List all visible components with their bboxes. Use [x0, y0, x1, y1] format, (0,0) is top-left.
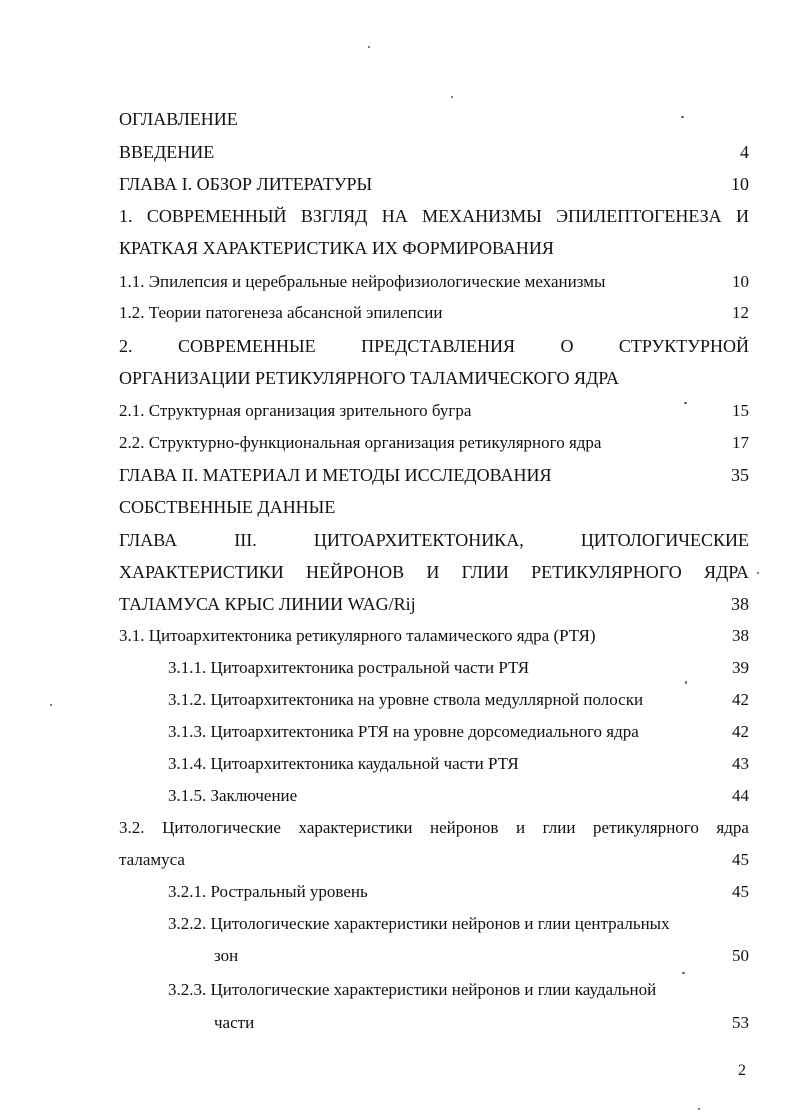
page-number: 2 — [738, 1062, 746, 1079]
toc-entry: зон 50 — [214, 946, 749, 965]
toc-entry: ВВЕДЕНИЕ 4 — [119, 142, 749, 162]
toc-entry: 3.1.1. Цитоархитектоника ростральной части РТЯ 39 — [168, 658, 749, 677]
scan-speck — [685, 681, 687, 684]
toc-title: ОГЛАВЛЕНИЕ — [119, 109, 238, 129]
toc-entry: 2.1. Структурная организация зрительного бугра 15 — [119, 401, 749, 420]
toc-entry: 3.2.1. Ростральный уровень 45 — [168, 882, 749, 901]
scan-speck — [684, 402, 687, 404]
toc-entry: СОБСТВЕННЫЕ ДАННЫЕ — [119, 497, 336, 517]
toc-entry-justified: 1. СОВРЕМЕННЫЙ ВЗГЛЯД НА МЕХАНИЗМЫ ЭПИЛЕПТОГЕНЕЗА И — [119, 206, 749, 226]
toc-entry: ГЛАВА I. ОБЗОР ЛИТЕРАТУРЫ 10 — [119, 174, 749, 194]
toc-entry-justified: 3.2. Цитологические характеристики нейронов и глии ретикулярного ядра — [119, 818, 749, 837]
toc-entry: 1.1. Эпилепсия и церебральные нейрофизиологические механизмы 10 — [119, 272, 749, 291]
toc-entry: КРАТКАЯ ХАРАКТЕРИСТИКА ИХ ФОРМИРОВАНИЯ — [119, 238, 554, 258]
toc-entry: 3.1.4. Цитоархитектоника каудальной части РТЯ 43 — [168, 754, 749, 773]
toc-entry: таламуса 45 — [119, 850, 749, 869]
toc-entry: 2.2. Структурно-функциональная организация ретикулярного ядра 17 — [119, 433, 749, 452]
scan-speck — [698, 1108, 700, 1110]
toc-entry: ГЛАВА II. МАТЕРИАЛ И МЕТОДЫ ИССЛЕДОВАНИЯ 35 — [119, 465, 749, 485]
toc-entry: ОРГАНИЗАЦИИ РЕТИКУЛЯРНОГО ТАЛАМИЧЕСКОГО ЯДРА — [119, 368, 620, 388]
scan-speck — [368, 46, 370, 48]
toc-entry-justified: 2. СОВРЕМЕННЫЕ ПРЕДСТАВЛЕНИЯ О СТРУКТУРНОЙ — [119, 336, 749, 356]
toc-entry-justified: ГЛАВА III. ЦИТОАРХИТЕКТОНИКА, ЦИТОЛОГИЧЕСКИЕ — [119, 530, 749, 550]
scan-speck — [451, 96, 453, 98]
toc-entry: ТАЛАМУСА КРЫС ЛИНИИ WAG/Rij 38 — [119, 594, 749, 614]
toc-entry: части 53 — [214, 1013, 749, 1032]
toc-entry-justified: ХАРАКТЕРИСТИКИ НЕЙРОНОВ И ГЛИИ РЕТИКУЛЯРНОГО ЯДРА — [119, 562, 749, 582]
toc-entry: 3.2.3. Цитологические характеристики нейронов и глии каудальной — [168, 980, 657, 999]
toc-entry: 1.2. Теории патогенеза абсансной эпилепсии 12 — [119, 303, 749, 322]
scan-speck — [682, 972, 685, 974]
scan-speck — [50, 704, 52, 706]
toc-entry: 3.1.3. Цитоархитектоника РТЯ на уровне дорсомедиального ядра 42 — [168, 722, 749, 741]
scan-speck — [681, 116, 684, 118]
toc-entry: 3.1. Цитоархитектоника ретикулярного таламического ядра (РТЯ) 38 — [119, 626, 749, 645]
scan-speck — [757, 572, 759, 574]
toc-entry: 3.1.2. Цитоархитектоника на уровне ствола медуллярной полоски 42 — [168, 690, 749, 709]
toc-entry: 3.1.5. Заключение 44 — [168, 786, 749, 805]
toc-entry: 3.2.2. Цитологические характеристики нейронов и глии центральных — [168, 914, 670, 933]
